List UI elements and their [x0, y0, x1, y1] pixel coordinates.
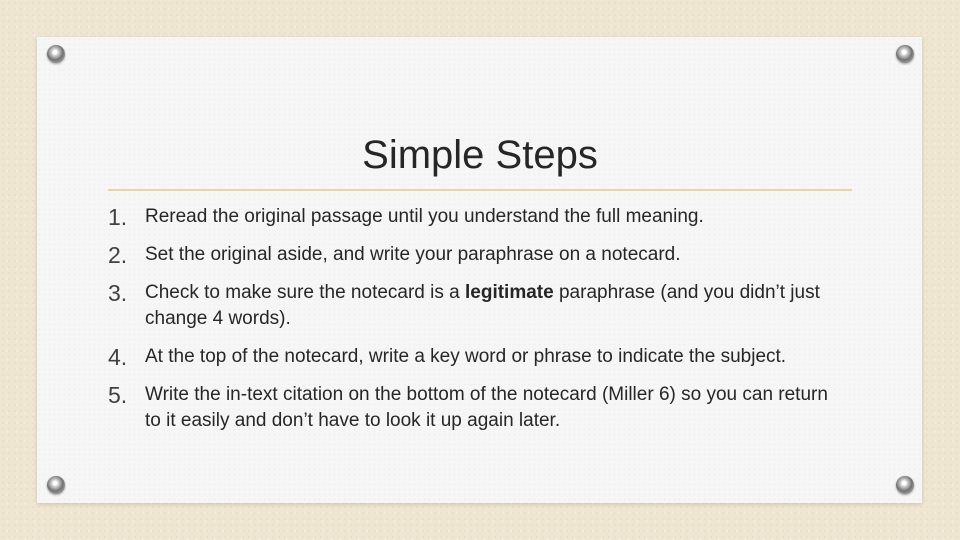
step-item: [108, 242, 848, 268]
step-text-emphasis: legitimate: [465, 282, 554, 303]
step-text: At the top of the notecard, write a key word or phrase to indicate the subject.: [145, 346, 787, 367]
slide-title: Simple Steps: [362, 132, 598, 177]
step-text: Write the in-text citation on the bottom of the notecard (Miller 6) so you can return to it easily and don’t have to look it up again later.: [145, 384, 828, 431]
steps-list: [108, 204, 848, 434]
step-number: 2.: [108, 242, 128, 268]
step-text: Reread the original passage until you understand the full meaning.: [145, 206, 704, 227]
step-text: Set the original aside, and write your paraphrase on a notecard.: [145, 244, 681, 265]
step-number: 5.: [108, 382, 128, 408]
step-text-part: paraphrase (and you didn’t just change 4 words).: [145, 282, 820, 329]
step-number: 4.: [108, 344, 128, 370]
pin-icon: [896, 476, 914, 494]
step-text-part: Check to make sure the notecard is a: [145, 282, 465, 303]
step-item: [108, 344, 848, 370]
pin-icon: [47, 45, 65, 63]
pin-icon: [896, 45, 914, 63]
step-number: 1.: [108, 204, 128, 230]
step-number: 3.: [108, 280, 128, 306]
step-text: [145, 280, 848, 332]
step-item: [108, 280, 848, 332]
title-divider: [108, 189, 852, 191]
pin-icon: [47, 476, 65, 494]
step-item: [108, 382, 848, 434]
step-item: [108, 204, 848, 230]
